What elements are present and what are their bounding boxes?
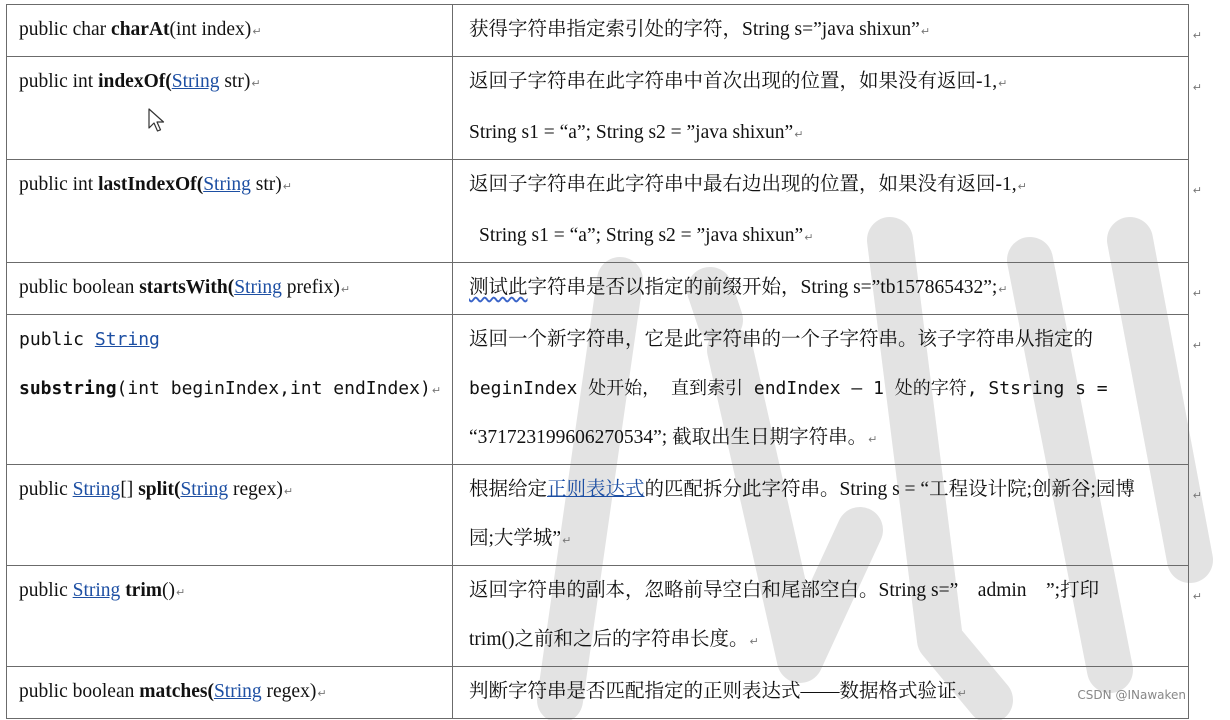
string-type-link[interactable]: String	[203, 174, 251, 195]
method-name: startsWith	[139, 277, 228, 298]
method-description	[453, 465, 1202, 566]
method-name: indexOf	[98, 71, 166, 92]
signature-prefix: public char	[19, 19, 112, 40]
description-text: 返回子字符串在此字符串中首次出现的位置，如果没有返回-1,	[469, 71, 998, 92]
method-signature-startswith	[7, 263, 453, 315]
method-signature-trim	[7, 566, 453, 667]
table-row	[7, 667, 1189, 719]
string-type-link[interactable]: String	[72, 580, 121, 601]
paragraph-mark-icon: ↵	[957, 687, 967, 700]
paragraph-mark-icon: ↵	[431, 384, 442, 397]
string-type-link[interactable]: String	[180, 479, 229, 500]
table-row	[7, 5, 1189, 57]
description-text: 字符串是否以指定的前缀开始，String s=”tb157865432”;	[527, 277, 998, 298]
open-paren: (	[173, 479, 181, 500]
description-text: 根据给定	[469, 479, 548, 500]
description-text: 园;大学城”	[469, 528, 562, 549]
method-name: matches	[139, 681, 208, 702]
method-signature-indexof	[7, 57, 453, 160]
string-type-link[interactable]: String	[213, 681, 262, 702]
signature-args: str)	[219, 71, 251, 92]
signature-args: regex)	[228, 479, 283, 500]
method-description	[453, 263, 1202, 315]
method-name: lastIndexOf	[98, 174, 197, 195]
method-description	[453, 57, 1202, 160]
arrow-pointer-icon	[148, 108, 166, 134]
method-name: substring	[19, 378, 117, 399]
description-text: beginIndex 处开始， 直到索引 endIndex – 1 处的字符, Stsring s =	[469, 378, 1108, 399]
paragraph-mark-icon: ↵	[176, 586, 186, 599]
string-type-link[interactable]: String	[94, 329, 160, 350]
row-end-mark-icon: ↵	[1192, 287, 1202, 300]
row-end-mark-icon: ↵	[1192, 590, 1202, 603]
description-text: 返回一个新字符串，它是此字符串的一个子字符串。该子字符串从指定的	[469, 329, 1094, 350]
table-row	[7, 160, 1189, 263]
row-end-mark-icon: ↵	[1192, 339, 1202, 352]
method-signature-substring	[7, 315, 453, 465]
paragraph-mark-icon: ↵	[1017, 180, 1027, 193]
open-paren: (	[165, 71, 172, 92]
signature-prefix: public	[19, 580, 73, 601]
paragraph-mark-icon: ↵	[283, 485, 294, 498]
paragraph-mark-icon: ↵	[562, 534, 572, 547]
paragraph-mark-icon: ↵	[282, 180, 292, 193]
description-text: 判断字符串是否匹配指定的正则表达式——数据格式验证	[469, 681, 957, 702]
table-row	[7, 465, 1189, 566]
string-type-link[interactable]: String	[72, 479, 121, 500]
string-type-link[interactable]: String	[171, 71, 220, 92]
paragraph-mark-icon: ↵	[920, 25, 931, 38]
row-end-mark-icon: ↵	[1192, 489, 1202, 502]
method-signature-split	[7, 465, 453, 566]
description-text: 返回子字符串在此字符串中最右边出现的位置，如果没有返回-1,	[469, 174, 1017, 195]
table-row	[7, 57, 1189, 160]
row-end-mark-icon: ↵	[1192, 29, 1202, 42]
signature-args: prefix)	[281, 277, 340, 298]
array-brackets: []	[120, 479, 139, 500]
paragraph-mark-icon: ↵	[998, 77, 1008, 90]
open-paren: (	[227, 277, 235, 298]
method-name: split	[138, 479, 174, 500]
string-methods-table	[6, 4, 1202, 719]
paragraph-mark-icon: ↵	[868, 433, 878, 446]
signature-prefix: public boolean	[19, 277, 140, 298]
method-description	[453, 315, 1202, 465]
signature-prefix: public int	[19, 71, 99, 92]
regex-link[interactable]: 正则表达式	[547, 479, 645, 500]
paragraph-mark-icon: ↵	[251, 77, 261, 90]
signature-args: ()	[162, 580, 175, 601]
table-row	[7, 263, 1189, 315]
spellcheck-underlined-text: 测试此	[469, 277, 528, 298]
description-text: “371723199606270534”; 截取出生日期字符串。	[469, 427, 868, 448]
description-example: String s1 = “a”; String s2 = ”java shixun”	[479, 225, 804, 246]
paragraph-mark-icon: ↵	[998, 283, 1008, 296]
signature-prefix: public int	[19, 174, 99, 195]
signature-args: (int index)	[169, 19, 252, 40]
description-text: 获得字符串指定索引处的字符，String s=”java shixun”	[469, 19, 920, 40]
signature-args: str)	[250, 174, 282, 195]
method-name: charAt	[111, 19, 170, 40]
method-description	[453, 160, 1202, 263]
method-name: trim	[120, 580, 162, 601]
table-row	[7, 566, 1189, 667]
open-paren: (	[196, 174, 204, 195]
description-text: trim()之前和之后的字符串长度。	[469, 629, 749, 650]
paragraph-mark-icon: ↵	[804, 231, 814, 244]
method-signature-lastindexof	[7, 160, 453, 263]
paragraph-mark-icon: ↵	[749, 635, 759, 648]
signature-args: (int beginIndex,int endIndex)	[116, 378, 431, 399]
description-text: 的匹配拆分此字符串。String s = “工程设计院;创新谷;园博	[644, 479, 1135, 500]
paragraph-mark-icon: ↵	[252, 25, 262, 38]
signature-args: regex)	[261, 681, 317, 702]
string-type-link[interactable]: String	[234, 277, 282, 298]
method-signature-charat	[7, 5, 453, 57]
method-description	[453, 566, 1202, 667]
description-line	[469, 364, 1174, 413]
description-example: String s1 = “a”; String s2 = ”java shixun”	[469, 122, 794, 143]
row-end-mark-icon: ↵	[1192, 184, 1202, 197]
description-text: 返回字符串的副本，忽略前导空白和尾部空白。String s=” admin ”;打印	[469, 580, 1100, 601]
footer-credit: CSDN @INawaken	[1077, 688, 1186, 702]
open-paren: (	[207, 681, 214, 702]
row-end-mark-icon: ↵	[1192, 81, 1202, 94]
table-row	[7, 315, 1189, 465]
signature-prefix: public	[19, 479, 73, 500]
signature-prefix: public boolean	[19, 681, 140, 702]
method-signature-matches	[7, 667, 453, 719]
signature-prefix: public	[19, 329, 95, 350]
paragraph-mark-icon: ↵	[794, 128, 804, 141]
method-description	[453, 5, 1202, 57]
paragraph-mark-icon: ↵	[317, 687, 327, 700]
paragraph-mark-icon: ↵	[340, 283, 351, 296]
